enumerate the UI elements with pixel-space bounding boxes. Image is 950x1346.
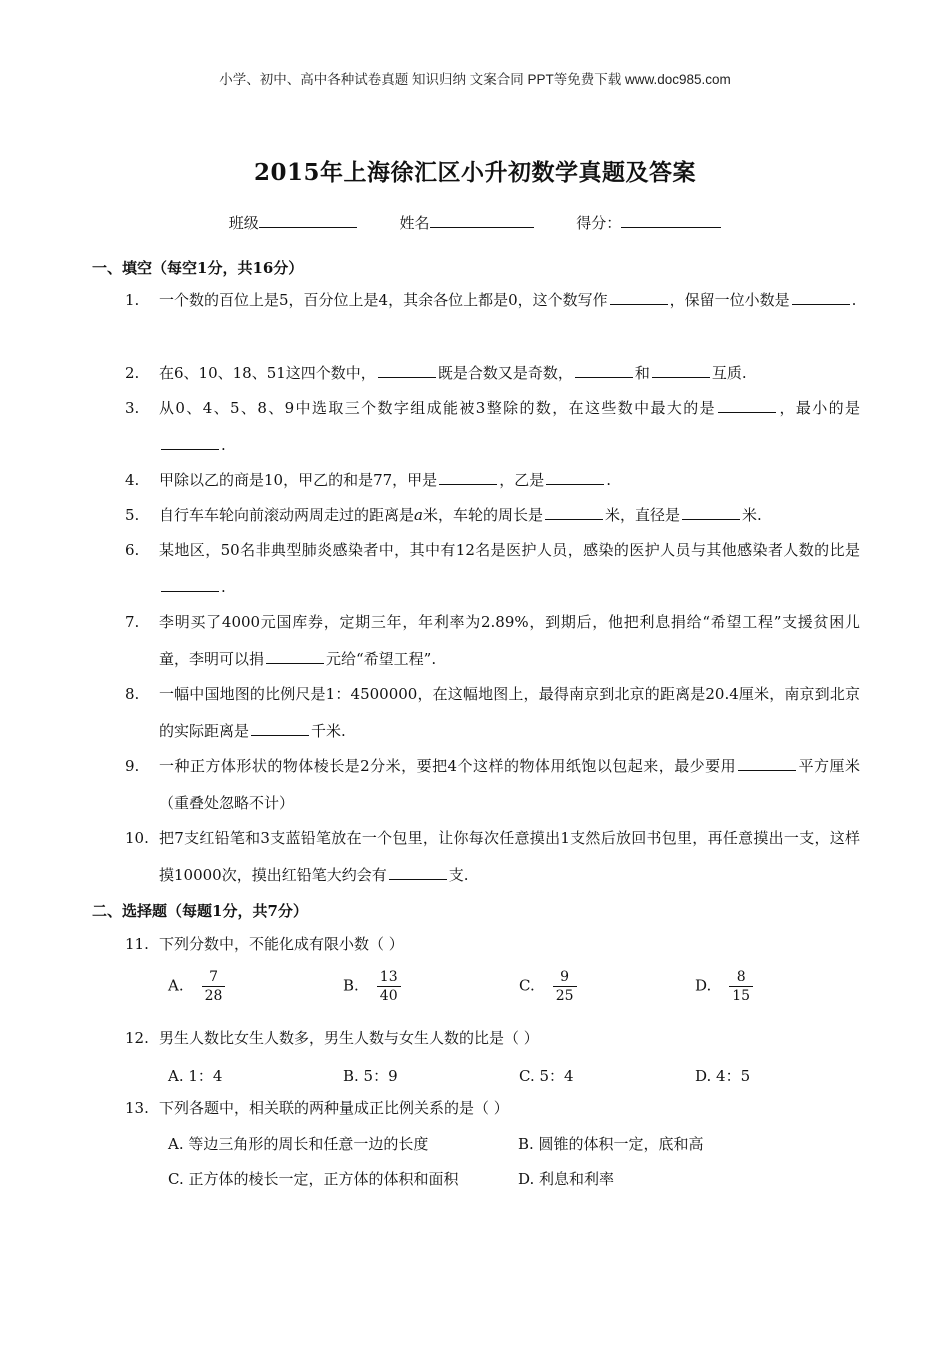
answer-blank[interactable]	[378, 362, 436, 378]
option-b[interactable]: B. 5：9	[343, 1067, 398, 1085]
question-text: 米，直径是	[604, 506, 680, 524]
numerator: 9	[560, 969, 570, 985]
section-fill-in: 一、填空（每空1分，共16分）	[92, 259, 304, 277]
question-number: 4.	[125, 471, 140, 489]
question-text: .	[221, 578, 226, 596]
site-header: 小学、初中、高中各种试卷真题 知识归纳 文案合同 PPT等免费下载 www.doc985.com	[219, 72, 731, 87]
question-number: 9.	[125, 757, 140, 775]
variable-a: a	[414, 506, 423, 524]
question-number: 12.	[125, 1029, 149, 1047]
question-text: 既是合数又是奇数，	[437, 364, 573, 382]
question-6	[125, 532, 860, 606]
option-c[interactable]: C. 正方体的棱长一定，正方体的体积和面积	[168, 1170, 459, 1188]
answer-blank[interactable]	[718, 397, 776, 413]
option-d[interactable]	[695, 968, 753, 1005]
option-b[interactable]: B. 圆锥的体积一定，底和高	[518, 1135, 704, 1153]
option-label: B.	[343, 976, 359, 995]
answer-blank[interactable]	[161, 576, 219, 592]
question-text: 千米.	[311, 722, 346, 740]
question-10	[125, 820, 860, 894]
question-text: 一种正方体形状的物体棱长是2分米，要把4个这样的物体用纸饱以包起来，最少要用	[159, 757, 737, 775]
question-4	[125, 462, 860, 499]
answer-blank[interactable]	[546, 469, 604, 485]
question-number: 2.	[125, 364, 140, 382]
question-text: 一个数的百位上是5，百分位上是4，其余各位上都是0，这个数写作	[159, 291, 608, 309]
option-label: A.	[168, 976, 184, 995]
option-c[interactable]: C. 5：4	[519, 1067, 574, 1085]
question-text: 平方厘米（重叠处忽略不计）	[159, 757, 860, 812]
numerator: 8	[736, 969, 746, 985]
question-text: 下列各题中，相关联的两种量成正比例关系的是（ ）	[159, 1099, 509, 1117]
denominator: 25	[553, 986, 577, 1005]
question-text: 下列分数中，不能化成有限小数（ ）	[159, 935, 404, 953]
answer-blank[interactable]	[161, 434, 219, 450]
answer-blank[interactable]	[792, 289, 850, 305]
question-number: 6.	[125, 541, 140, 559]
fraction	[553, 968, 577, 1005]
question-text: 从0、4、5、8、9中选取三个数字组成能被3整除的数，在这些数中最大的是	[159, 399, 717, 417]
class-field	[229, 212, 357, 233]
class-label: 班级	[228, 214, 259, 232]
score-label: 得分：	[576, 214, 622, 232]
option-a[interactable]: A. 等边三角形的周长和任意一边的长度	[168, 1135, 429, 1153]
class-blank[interactable]	[259, 213, 357, 228]
question-number: 11.	[125, 935, 149, 953]
question-text: 李明买了4000元国库券，定期三年，年利率为2.89%，到期后，他把利息捐给“希望工程”支援贫困儿童，李明可以捐	[159, 613, 860, 668]
question-number: 5.	[125, 506, 140, 524]
question-text: 在6、10、18、51这四个数中，	[159, 364, 376, 382]
question-number: 1.	[125, 291, 140, 309]
question-number: 10.	[125, 829, 149, 847]
answer-blank[interactable]	[682, 504, 740, 520]
question-text: ，保留一位小数是	[669, 291, 790, 309]
student-info-row	[0, 212, 950, 233]
question-text: 元给“希望工程”.	[326, 650, 437, 668]
question-text: .	[851, 291, 857, 309]
question-text: 互质.	[711, 364, 747, 382]
answer-blank[interactable]	[575, 362, 633, 378]
name-field	[399, 212, 533, 233]
numerator: 7	[209, 969, 218, 985]
option-label: C.	[519, 976, 535, 995]
option-c[interactable]	[519, 968, 577, 1005]
question-text: .	[221, 436, 226, 454]
question-number: 8.	[125, 685, 140, 703]
option-d[interactable]: D. 4：5	[695, 1067, 751, 1085]
page-title: 2015年上海徐汇区小升初数学真题及答案	[253, 159, 696, 186]
option-a[interactable]	[168, 968, 225, 1005]
option-label: D.	[695, 976, 712, 995]
answer-blank[interactable]	[610, 289, 668, 305]
numerator: 13	[379, 969, 398, 985]
question-text: 支.	[448, 866, 469, 884]
answer-blank[interactable]	[266, 648, 324, 664]
question-text: 自行车车轮向前滚动两周走过的距离是	[159, 506, 415, 524]
option-a[interactable]: A. 1：4	[168, 1067, 223, 1085]
option-b[interactable]	[343, 968, 401, 1005]
question-5	[125, 497, 860, 534]
answer-blank[interactable]	[652, 362, 710, 378]
score-field	[576, 212, 721, 233]
question-text: 某地区，50名非典型肺炎感染者中，其中有12名是医护人员，感染的医护人员与其他感染者人数的比是	[159, 541, 860, 559]
denominator: 28	[202, 986, 226, 1005]
question-3	[125, 390, 860, 464]
fraction	[202, 968, 226, 1005]
question-text: 一幅中国地图的比例尺是1：4500000，在这幅地图上，最得南京到北京的距离是20.4厘米，南京到北京的实际距离是	[159, 685, 860, 740]
question-9	[125, 748, 860, 822]
question-number: 13.	[125, 1099, 149, 1117]
question-text: 和	[634, 364, 650, 382]
answer-blank[interactable]	[738, 755, 796, 771]
question-1	[125, 282, 860, 319]
question-text: 米.	[742, 506, 762, 524]
question-text: ，最小的是	[778, 399, 860, 417]
answer-blank[interactable]	[545, 504, 603, 520]
question-text: 甲除以乙的商是10，甲乙的和是77，甲是	[159, 471, 438, 489]
question-2	[125, 355, 860, 392]
section-multiple-choice: 二、选择题（每题1分，共7分）	[92, 902, 308, 920]
question-8	[125, 676, 860, 750]
question-text: 男生人数比女生人数多，男生人数与女生人数的比是（ ）	[159, 1029, 539, 1047]
question-text: 米，车轮的周长是	[422, 506, 543, 524]
answer-blank[interactable]	[389, 864, 447, 880]
question-11	[125, 926, 860, 963]
question-13	[125, 1090, 860, 1127]
answer-blank[interactable]	[251, 720, 309, 736]
question-number: 3.	[125, 399, 140, 417]
name-blank[interactable]	[430, 213, 534, 228]
question-text: 把7支红铅笔和3支蓝铅笔放在一个包里，让你每次任意摸出1支然后放回书包里，再任意摸出一支，这样摸10000次，摸出红铅笔大约会有	[159, 829, 860, 884]
fraction	[729, 968, 753, 1005]
score-blank[interactable]	[621, 213, 721, 228]
question-12	[125, 1020, 860, 1057]
question-text: ，乙是	[499, 471, 545, 489]
denominator: 40	[377, 986, 401, 1005]
option-d[interactable]: D. 利息和利率	[518, 1170, 615, 1188]
denominator: 15	[729, 986, 753, 1005]
name-label: 姓名	[399, 214, 430, 232]
fraction	[377, 968, 401, 1005]
question-number: 7.	[125, 613, 140, 631]
question-7	[125, 604, 860, 678]
question-text: .	[606, 471, 611, 489]
answer-blank[interactable]	[439, 469, 497, 485]
